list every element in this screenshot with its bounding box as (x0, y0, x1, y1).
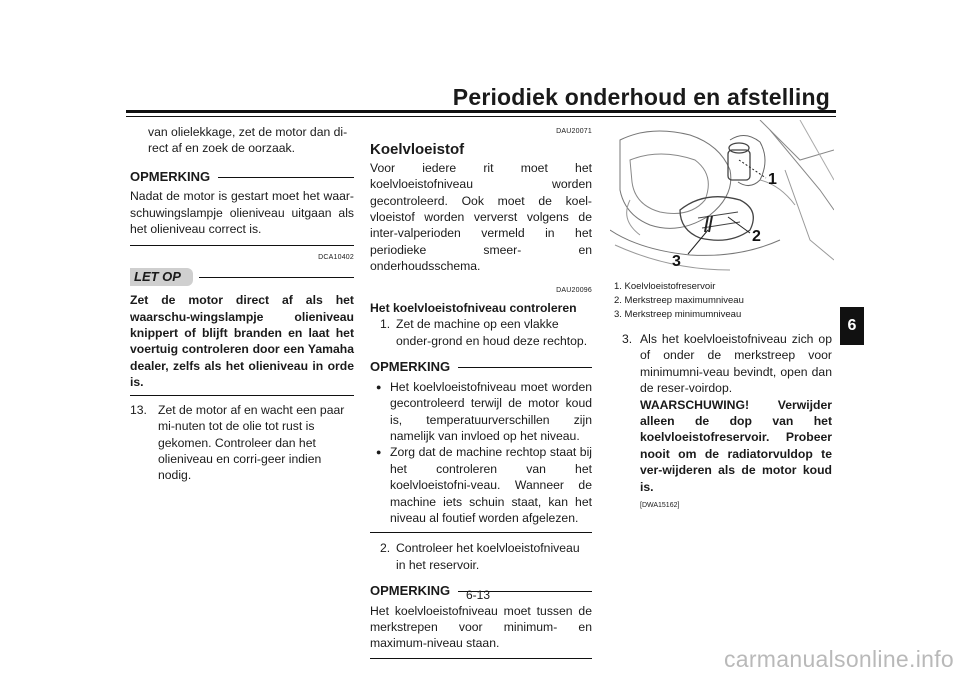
column-right (614, 280, 832, 514)
page-number: 6-13 (466, 588, 491, 602)
continued-line-2: rect af en zoek de oorzaak. (148, 141, 296, 156)
coolant-reservoir-illustration (610, 120, 834, 276)
note-bullet-2 (370, 444, 592, 526)
step-3-text: Als het koelvloeistofniveau zich op of onder de merkstreep voor minimumni-veau bevindt, open dan de reser-voirdop. (640, 332, 832, 396)
caution-label: LET OP (130, 268, 193, 286)
page-title: Periodiek onderhoud en afstelling (452, 84, 830, 110)
note-text: Nadat de motor is gestart moet het waar-schuwingslampje olieniveau uitgaan als het olieniveau correct is. (130, 189, 354, 237)
note-heading (130, 169, 354, 185)
note-3-text: Het koelvloeistofniveau moet tussen de merkstrepen voor minimum- en maximum-niveau staan. (370, 603, 592, 651)
section-title: Koelvloeistof (370, 141, 465, 159)
step-2-number: 2. (380, 541, 391, 556)
step-2 (370, 540, 592, 573)
note-heading-2-label: OPMERKING (370, 359, 451, 375)
chapter-tab: 6 (840, 307, 864, 345)
section-code-1: DAU20071 (556, 128, 592, 135)
note-heading-3-label: OPMERKING (370, 583, 451, 599)
caption-2: 2. Merkstreep maximumniveau (614, 295, 744, 306)
bullet-icon: ● (376, 447, 382, 458)
step-3 (614, 331, 832, 514)
subsection-title: Het koelvloeistofniveau controleren (370, 301, 577, 316)
note-bullet-1 (370, 379, 592, 445)
column-left (130, 124, 354, 484)
caution-text: Zet de motor direct af als het waarschu-wingslampje olieniveau knippert of blijft branden en laat het voertuig controleren door een Yamaha dealer, zelfs als het olieniveau in orde is. (130, 293, 354, 390)
note-heading-label: OPMERKING (130, 168, 211, 184)
header-rule-thin (126, 116, 836, 117)
column-middle (370, 124, 592, 659)
note-3-end-rule (370, 658, 592, 659)
caution-end-rule (130, 395, 354, 396)
note-2-end-rule (370, 532, 592, 533)
step-1-number: 1. (380, 317, 391, 332)
callout-1: 1 (768, 171, 777, 188)
caption-3: 3. Merkstreep minimumniveau (614, 309, 742, 320)
note-bullet-1-text: Het koelvloeistofniveau moet worden gecontroleerd terwijl de motor koud is, temperatuurverschillen zijn namelijk van invloed op het niveau. (390, 379, 592, 443)
warning-code: [DWA15162] (640, 502, 680, 510)
callout-2: 2 (752, 228, 761, 245)
watermark: carmanualsonline.info (723, 646, 954, 672)
section-intro: Voor iedere rit moet het koelvloeistofniveau worden gecontroleerd. Ook moet de koel-vloeistof worden ververst volgens de inter-valperioden vermeld in het periodieke smeer- en onderhoudsschema. (370, 160, 592, 274)
step-1 (370, 316, 592, 349)
caution-heading (130, 268, 354, 286)
step-3-number: 3. (622, 332, 633, 346)
step-13-text: Zet de motor af en wacht een paar mi-nuten tot de olie tot rust is gekomen. Controleer dan het olieniveau en corri-geer indien nodig. (158, 402, 345, 483)
warning-text: WAARSCHUWING! Verwijder alleen de dop van het koelvloeistofreservoir. Probeer nooit om de radiatorvuldop te ver-wijderen als de motor koud is. (640, 397, 832, 494)
note-bullet-2-text: Zorg dat de machine rechtop staat bij het controleren van het koelvloeistofni-veau. Wanneer de machine iets schuin staat, kan het niveau al foutief worden afgelezen. (390, 445, 592, 525)
note-heading-2 (370, 359, 592, 375)
step-1-text: Zet de machine op een vlakke onder-grond en houd deze rechtop. (396, 317, 588, 348)
callout-3: 3 (672, 253, 681, 270)
note-end-rule (130, 245, 354, 246)
caution-code: DCA10402 (318, 254, 354, 262)
step-13 (130, 402, 354, 484)
bullet-icon: ● (376, 381, 382, 392)
continued-line-1: van olielekkage, zet de motor dan di- (148, 125, 348, 139)
step-13-number: 13. (130, 402, 147, 417)
section-code-2: DAU20096 (556, 286, 592, 294)
header-rule (126, 110, 836, 113)
caption-1: 1. Koelvloeistofreservoir (614, 281, 716, 292)
step-2-text: Controleer het koelvloeistofniveau in het reservoir. (396, 541, 580, 572)
